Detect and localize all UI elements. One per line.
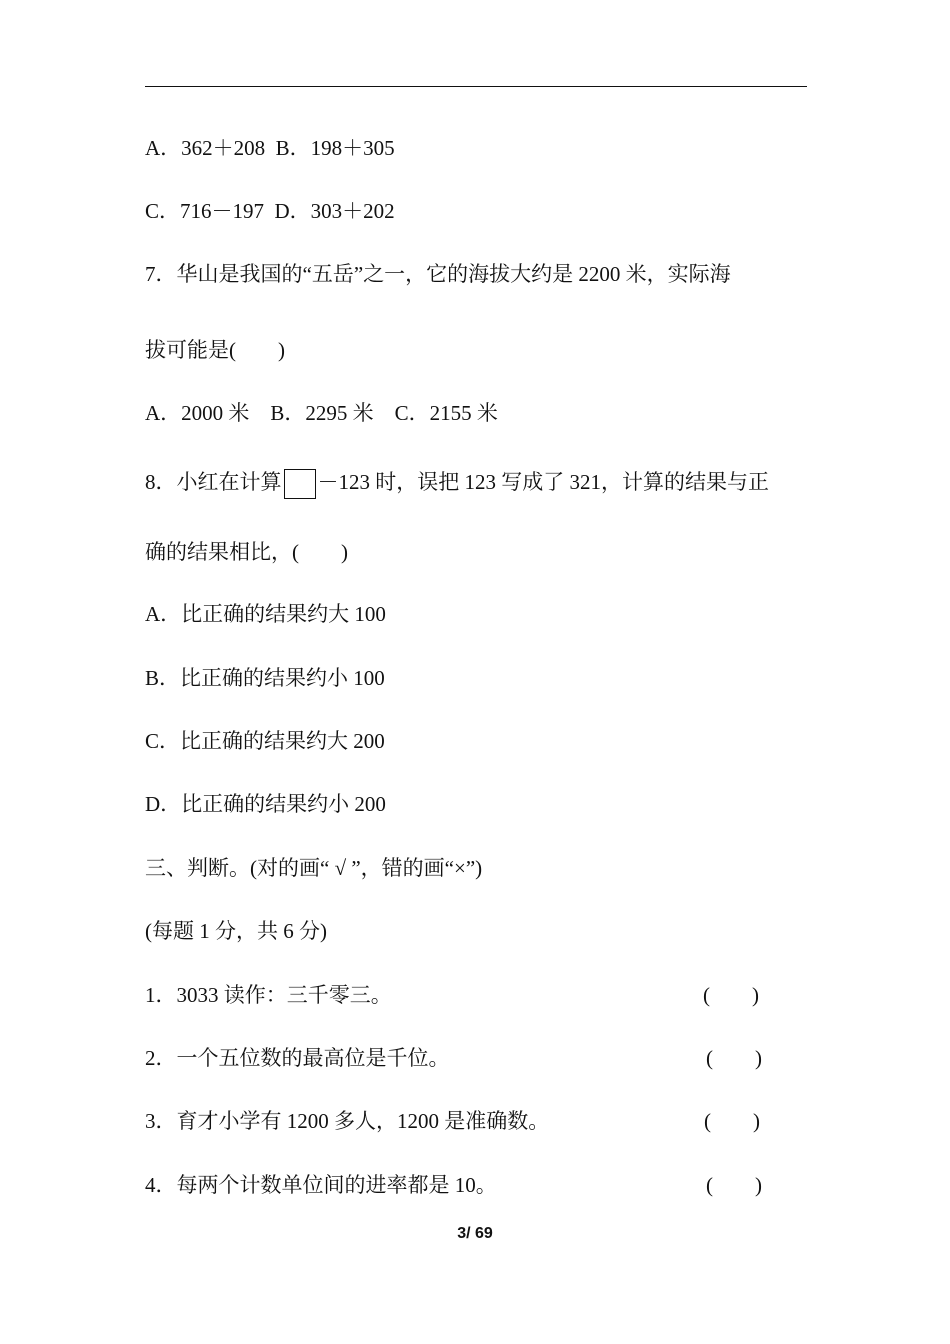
judgment-item-1: 1．3033 读作：三千零三。 [145,983,392,1007]
judgment-item-3: 3．育才小学有 1200 多人，1200 是准确数。 [145,1109,550,1133]
q7-stem: 7．华山是我国的“五岳”之一，它的海拔大约是 2200 米，实际海 [145,262,731,286]
answer-paren-1[interactable]: ( ) [703,983,759,1007]
q8-stem-suffix: －123 时，误把 123 写成了 321，计算的结果与正 [317,470,769,494]
judgment-item-2: 2．一个五位数的最高位是千位。 [145,1046,450,1070]
q6-options-ab: A．362＋208 B．198＋305 [145,136,395,160]
blank-box [284,469,316,499]
section-3-title: 三、判断。(对的画“ √ ”，错的画“×”) [145,856,483,880]
answer-paren-4[interactable]: ( ) [706,1173,762,1197]
answer-paren-3[interactable]: ( ) [704,1109,760,1133]
q8-option-d: D．比正确的结果约小 200 [145,792,386,816]
page-number: 3/ 69 [457,1225,493,1242]
section-3-points: (每题 1 分，共 6 分) [145,919,327,943]
q8-option-b: B．比正确的结果约小 100 [145,666,385,690]
judgment-item-4: 4．每两个计数单位间的进率都是 10。 [145,1173,497,1197]
q8-stem-continued: 确的结果相比，( ) [145,540,348,564]
q8-option-c: C．比正确的结果约大 200 [145,729,385,753]
header-rule [145,86,807,87]
q8-stem-prefix: 8．小红在计算 [145,470,282,494]
q7-options: A．2000 米 B．2295 米 C．2155 米 [145,401,498,425]
q6-options-cd: C．716－197 D．303＋202 [145,199,395,223]
q7-stem-continued: 拔可能是( ) [145,338,285,362]
q8-stem [145,468,769,499]
q8-option-a: A．比正确的结果约大 100 [145,602,386,626]
answer-paren-2[interactable]: ( ) [706,1046,762,1070]
